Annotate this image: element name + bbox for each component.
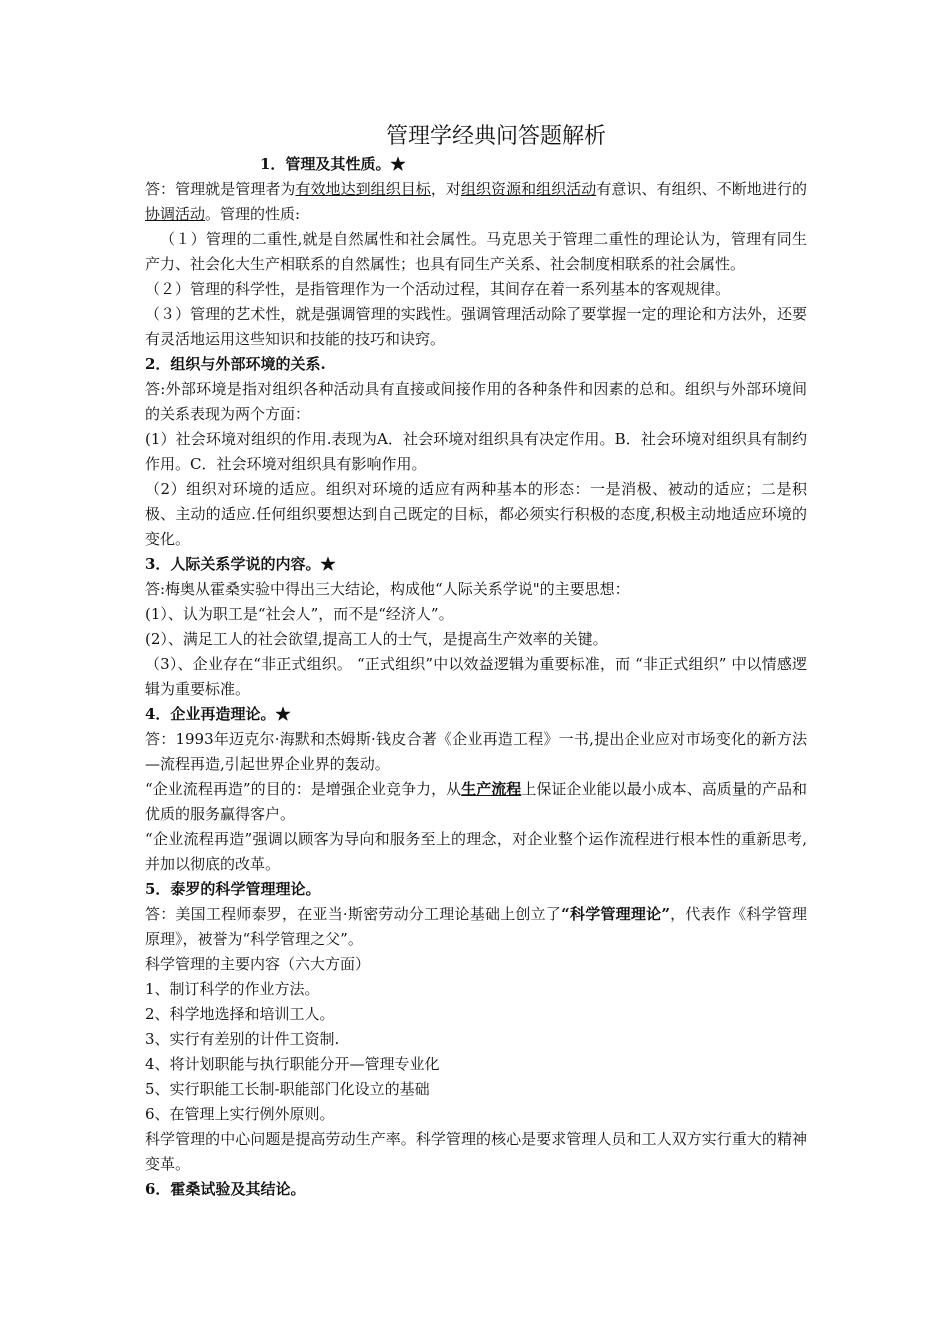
page-title: 管理学经典问答题解析 [385,124,606,149]
text-run: 有意识、有组织、不断地进行的 [596,180,807,198]
paragraph: 答:梅奥从霍桑实验中得出三大结论，构成他“人际关系学说"的主要思想： [145,580,630,598]
text-run: 上保证企业能以最小成本、高质量的产品和优质的服务赢得客户。 [145,780,807,823]
text-run: 。管理的性质: [205,205,301,223]
paragraph: (2）、满足工人的社会欲望,提高工人的士气，是提高生产效率的关键。 [145,630,608,648]
paragraph: (1）、认为职工是“社会人”，而不是“经济人”。 [145,605,454,623]
section-heading-4: 4．企业再造理论。★ [145,705,291,723]
section-heading-2: 2．组织与外部环境的关系. [145,355,326,373]
text-run: 答：管理就是管理者为 [145,180,296,198]
text-run: ，代表作《科学管理原理》，被誉为“科学管理之父”。 [145,905,807,948]
paragraph: （３）管理的艺术性，就是强调管理的实践性。强调管理活动除了要掌握一定的理论和方法外，还要有灵活地运用这些知识和技能的技巧和诀窍。 [145,305,807,348]
list-item: 1、制订科学的作业方法。 [145,980,320,998]
paragraph: 科学管理的中心问题是提高劳动生产率。科学管理的核心是要求管理人员和工人双方实行重大的精神变革。 [145,1130,807,1173]
document-body [145,122,807,1202]
underlined-text: 有效地达到组织目标 [295,180,431,198]
paragraph: 答：1993年迈克尔·海默和杰姆斯·钱皮合著《企业再造工程》一书,提出企业应对市场变化的新方法—流程再造,引起世界企业界的轰动。 [145,730,807,773]
list-item: 6、在管理上实行例外原则。 [145,1105,335,1123]
section-heading-1: 1．管理及其性质。★ [260,155,406,173]
underlined-bold-text: 生产流程 [461,780,522,798]
text-run: ，对 [430,180,461,198]
section-heading-5: 5．泰罗的科学管理理论。 [145,880,321,898]
paragraph: (1）社会环境对组织的作用.表现为A．社会环境对组织具有决定作用。B．社会环境对组织具有制约作用。C．社会环境对组织具有影响作用。 [145,430,807,473]
list-item: 4、将计划职能与执行职能分开—管理专业化 [145,1055,440,1073]
underlined-text: 组织资源和组织活动 [460,180,597,198]
paragraph: 答:外部环境是指对组织各种活动具有直接或间接作用的各种条件和因素的总和。组织与外部环境间的关系表现为两个方面： [145,380,807,423]
section-heading-6: 6．霍桑试验及其结论。 [145,1180,306,1198]
paragraph: （２）管理的科学性，是指管理作为一个活动过程，其间存在着一系列基本的客观规律。 [145,280,731,298]
paragraph [145,177,807,227]
paragraph: “企业流程再造”强调以顾客为导向和服务至上的理念，对企业整个运作流程进行根本性的重新思考,并加以彻底的改革。 [145,830,807,873]
section-heading-3: 3．人际关系学说的内容。★ [145,555,336,573]
underlined-text: 协调活动 [145,205,206,223]
paragraph: （3）、企业存在“非正式组织。 “正式组织”中以效益逻辑为重要标准，而 “非正式组织” 中以情感逻辑为重要标准。 [145,655,807,698]
paragraph: 科学管理的主要内容（六大方面） [145,955,371,973]
text-run: “企业流程再造”的目的：是增强企业竞争力，从 [145,780,462,798]
list-item: 2、科学地选择和培训工人。 [145,1005,335,1023]
paragraph [145,902,807,952]
list-item: 5、实行职能工长制-职能部门化设立的基础 [145,1080,430,1098]
paragraph [145,777,807,827]
list-item: 3、实行有差别的计件工资制. [145,1030,340,1048]
text-run: 答：美国工程师泰罗，在亚当·斯密劳动分工理论基础上创立了 [145,905,562,923]
paragraph: （2）组织对环境的适应。组织对环境的适应有两种基本的形态：一是消极、被动的适应；二是积极、主动的适应.任何组织要想达到自己既定的目标，都必须实行积极的态度,积极主动地适应环境的变化。 [145,480,807,548]
bold-text: “科学管理理论” [561,905,670,923]
paragraph: （１）管理的二重性,就是自然属性和社会属性。马克思关于管理二重性的理论认为，管理有同生产力、社会化大生产相联系的自然属性；也具有同生产关系、社会制度相联系的社会属性。 [145,230,807,273]
